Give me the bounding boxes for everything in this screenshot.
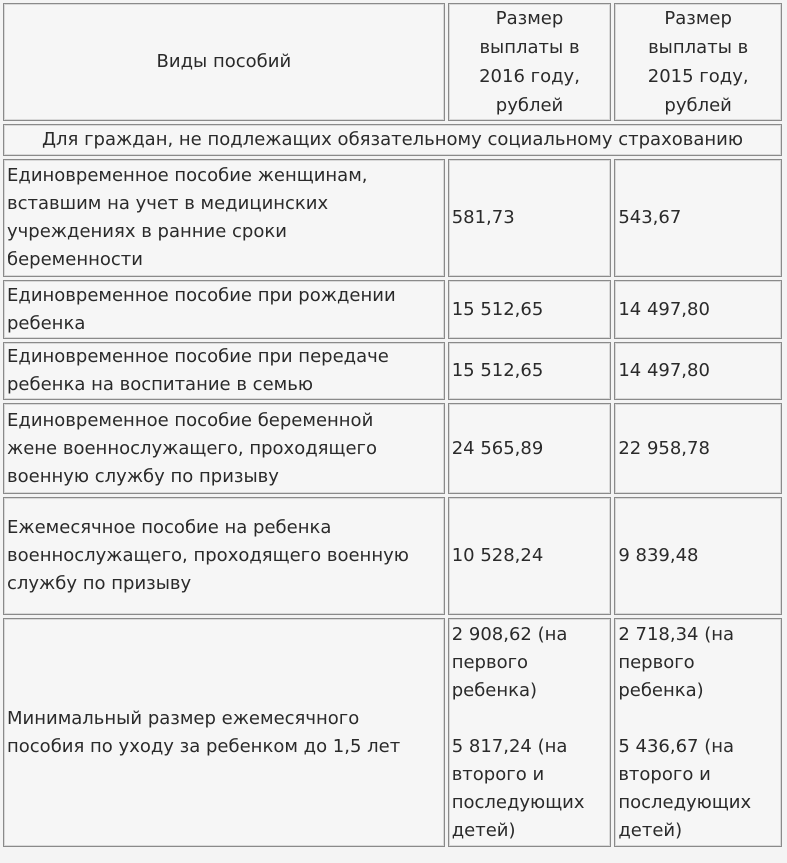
- benefit-label-line: пособия по уходу за ребенком до 1,5 лет: [7, 735, 401, 757]
- benefit-label-line: военнослужащего, проходящего военную: [7, 545, 409, 566]
- amount-2016: 10 528,24: [448, 497, 612, 615]
- benefit-label-line: вставшим на учет в медицинских: [7, 193, 329, 214]
- amount-line: ребенка): [618, 679, 704, 701]
- amount-line: первого: [451, 651, 529, 673]
- benefit-label-line: Единовременное пособие при передаче: [7, 346, 389, 367]
- table-row: [3, 497, 782, 615]
- amount-line: 2 718,34 (на: [618, 623, 735, 645]
- benefit-label-line: Единовременное пособие при рождении: [7, 284, 396, 306]
- header-2016-line: рублей: [495, 95, 564, 116]
- benefit-label-line: Ежемесячное пособие на ребенка: [7, 517, 332, 538]
- amount-line: детей): [618, 819, 683, 841]
- amount-line: ребенка): [451, 679, 538, 701]
- amount-line: последующих: [618, 791, 752, 813]
- benefit-label-line: Единовременное пособие женщинам,: [7, 165, 368, 186]
- header-2015-line: Размер: [664, 8, 732, 29]
- amount-2015: 22 958,78: [614, 403, 782, 494]
- benefit-label-line: военную службу по призыву: [7, 465, 279, 487]
- amount-line: последующих: [451, 791, 585, 813]
- benefit-label-line: Минимальный размер ежемесячного: [7, 707, 360, 729]
- header-2016-line: Размер: [495, 8, 564, 29]
- benefit-label-line: ребенка на воспитание в семью: [7, 374, 313, 395]
- benefit-label-line: Единовременное пособие беременной: [7, 409, 374, 431]
- amount-2016: 581,73: [448, 159, 612, 277]
- benefit-label: [3, 497, 445, 615]
- header-2015-line: выплаты в: [648, 37, 749, 58]
- benefit-label: [3, 618, 445, 847]
- header-2016-line: выплаты в: [479, 37, 580, 58]
- amount-2016: 15 512,65: [448, 342, 612, 400]
- amount-2015: 14 497,80: [614, 342, 782, 400]
- amount-line: второго и: [618, 763, 711, 785]
- table-row: [3, 403, 782, 494]
- amount-2015: 543,67: [614, 159, 782, 277]
- amount-line: 5 817,24 (на: [451, 735, 568, 757]
- amount-line: второго и: [451, 763, 545, 785]
- section-row: [3, 124, 782, 156]
- benefit-label-line: службу по призыву: [7, 573, 192, 594]
- amount-line: детей): [451, 819, 516, 841]
- header-amount-2015: [614, 3, 782, 121]
- amount-2015: 9 839,48: [614, 497, 782, 615]
- benefit-label-line: беременности: [7, 249, 143, 270]
- header-row: [3, 3, 782, 121]
- header-benefit-type-text: Виды пособий: [156, 51, 292, 72]
- header-2016-line: 2016 году,: [479, 66, 580, 87]
- amount-line: 5 436,67 (на: [618, 735, 735, 757]
- amount-spacer: [618, 705, 778, 733]
- table-row: [3, 618, 782, 847]
- benefit-label: [3, 159, 445, 277]
- amount-2016: [448, 618, 612, 847]
- benefit-label-line: жене военнослужащего, проходящего: [7, 437, 377, 459]
- amount-line: первого: [618, 651, 695, 673]
- amount-spacer: [452, 705, 608, 733]
- benefit-label: [3, 403, 445, 494]
- header-2015-line: рублей: [664, 95, 732, 116]
- amount-2016: 15 512,65: [448, 280, 612, 339]
- table-row: [3, 342, 782, 400]
- benefit-label: [3, 342, 445, 400]
- header-amount-2016: [448, 3, 612, 121]
- amount-line: 2 908,62 (на: [451, 623, 568, 645]
- table-row: [3, 280, 782, 339]
- amount-2016: 24 565,89: [448, 403, 612, 494]
- header-benefit-type: [3, 3, 445, 121]
- amount-2015: [614, 618, 782, 847]
- benefit-label-line: учреждениях в ранние сроки: [7, 221, 287, 242]
- benefit-label: [3, 280, 445, 339]
- table-row: [3, 159, 782, 277]
- amount-2015: 14 497,80: [614, 280, 782, 339]
- benefit-label-line: ребенка: [7, 312, 86, 334]
- section-title: Для граждан, не подлежащих обязательному социальному страхованию: [3, 124, 782, 156]
- header-2015-line: 2015 году,: [647, 66, 749, 87]
